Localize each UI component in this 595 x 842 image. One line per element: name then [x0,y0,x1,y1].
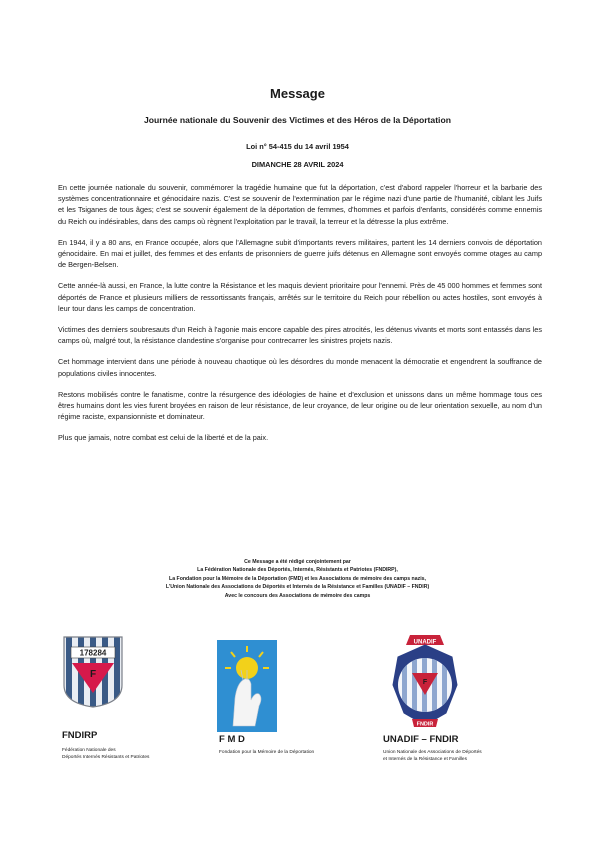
paragraph: En 1944, il y a 80 ans, en France occupée, alors que l'Allemagne subit d'importants revers militaires, partent les 14 derniers convois de déportation génocidaire. En mai et juillet, des femmes et des enfants de prisonniers de guerre juifs détenus en Allemagne sont envoyés comme otages au camp de Bergen-Belsen. [58,237,542,270]
paragraph: Cet hommage intervient dans une période à nouveau chaotique où les désordres du monde menacent la démocratie et engendrent la souffrance de populations civiles innocentes. [58,357,542,378]
event-date: DIMANCHE 28 AVRIL 2024 [251,160,344,169]
badge-number: 178284 [79,648,107,658]
fndirp-description [62,747,149,761]
fmd-name: F M D [219,734,245,745]
unadif-top-text: UNADIF [413,639,437,646]
credits-line: L'Union Nationale des Associations de Déportés et Internés de la Résistance et Familles (UNADIF – FNDIR) [165,584,430,591]
credits-line: La Fondation pour la Mémoire de la Déportation (FMD) et les Associations de mémoire des camps nazis, [169,575,426,582]
fndirp-name: FNDIRP [62,730,98,741]
credits-line: Avec le concours des Associations de mémoire des camps [224,592,371,599]
unadif-logo [390,633,460,733]
credits-line: La Fédération Nationale des Déportés, Internés, Résistants et Patriotes (FNDIRP), [197,567,398,574]
law-reference: Loi n° 54-415 du 14 avril 1954 [246,142,349,151]
paragraph: Cette année-là aussi, en France, la lutte contre la Résistance et les maquis devient prioritaire pour l'ennemi. Près de 45 000 hommes et femmes sont déportés de France et plusieurs milliers de ressortissants français, arrêtés sur le territoire du Reich pour rébellion ou actes hostiles, sont envoyés à leur tour dans les camps de concentration. [58,281,542,313]
paragraph: Restons mobilisés contre le fanatisme, contre la résurgence des idéologies de haine et d'exclusion et unissons dans un même hommage tous ces êtres humains dont les vies furent broyées en raison de leur résistance, de leur croyance, de leur origine ou de leur orientation sexuelle, au nom d'un régime raciste, expansionniste et dominateur. [58,389,542,422]
fmd-logo [217,640,277,732]
paragraph: En cette journée nationale du souvenir, commémorer la tragédie humaine que fut la déportation, c'est d'abord rappeler l'horreur et la barbarie des systèmes concentrationnaire et génocidaire nazis. C'est se souvenir de l'extermination par le régime nazi d'une partie de l'humanité, ciblant les Juifs et les Tsiganes de tous âges; c'est se souvenir également de la déportation de femmes, d'hommes et parfois d'enfants, considérés comme ennemis du Reich ou indésirables, dans des camps où règnent l'exploitation par le travail, la terreur et la détresse la plus extrême. [58,183,542,226]
unadif-name: UNADIF – FNDIR [383,734,459,745]
credits-line: Ce Message a été rédigé conjointement par [244,559,351,565]
desc-line: Déportés Internés Résistants et Patriotes [62,755,150,760]
desc-line: Union Nationale des Associations de Déportés [383,750,482,755]
paragraph: Victimes des derniers soubresauts d'un Reich à l'agonie mais encore capable des pires atrocités, les détenus vivants et morts sont entassés dans les camps où, malgré tout, la résistance clandestine s'organise pour contrecarrer les sinistres projets nazis. [58,325,542,346]
credits-block [100,558,495,600]
paragraph: Plus que jamais, notre combat est celui de la liberté et de la paix. [58,433,269,443]
unadif-badge-letter: F [422,679,428,686]
desc-line: et Internés de la Résistance et Familles [383,757,467,762]
page-title: Message [270,86,325,101]
desc-line: Fédération Nationale des [62,748,116,753]
fndirp-logo [62,635,124,709]
message-body [58,182,542,454]
unadif-bottom-text: FNDIR [416,721,434,728]
fmd-description: Fondation pour la Mémoire de la Déportation [219,750,315,755]
badge-letter: F [89,669,97,680]
page-subtitle: Journée nationale du Souvenir des Victimes et des Héros de la Déportation [144,115,451,125]
unadif-description [383,749,482,763]
